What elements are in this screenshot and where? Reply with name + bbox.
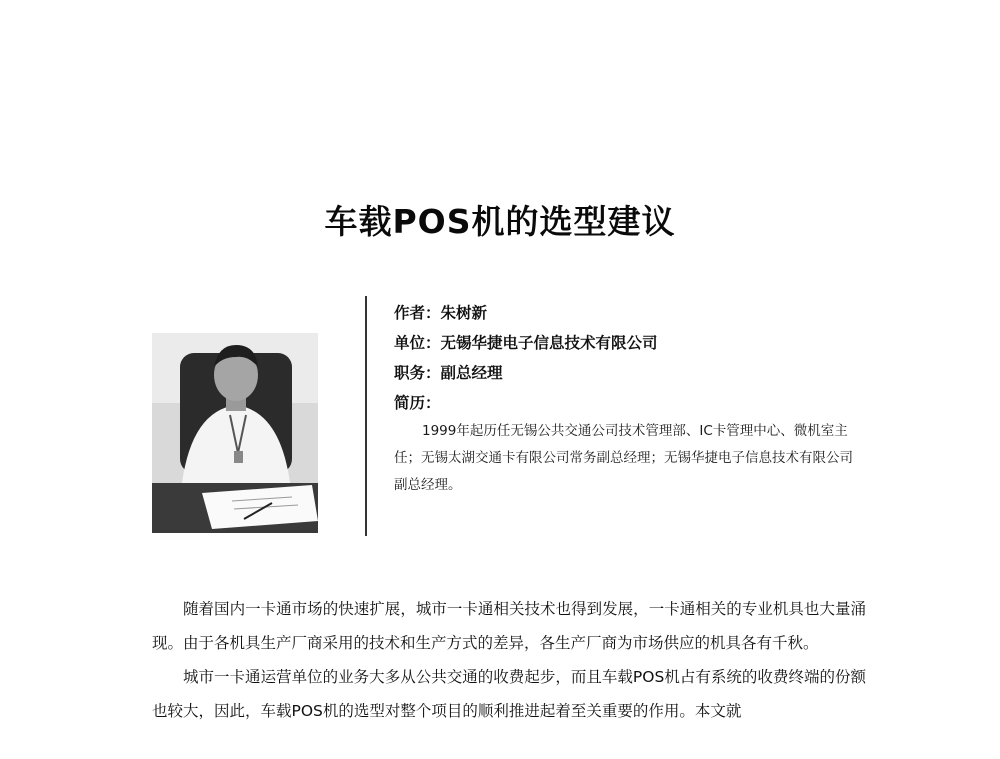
resume-label: 简历：: [394, 394, 441, 412]
author-name: 朱树新: [440, 304, 488, 322]
position-label: 职务：: [394, 364, 441, 382]
unit-label: 单位：: [394, 334, 441, 352]
position-value: 副总经理: [440, 364, 503, 382]
unit-value: 无锡华捷电子信息技术有限公司: [440, 334, 658, 352]
author-info: [394, 298, 874, 499]
article-body: [152, 592, 866, 728]
resume-text: 1999年起历任无锡公共交通公司技术管理部、IC卡管理中心、微机室主任；无锡太湖交通卡有限公司常务副总经理；无锡华捷电子信息技术有限公司副总经理。: [394, 423, 853, 493]
author-line: [394, 298, 874, 328]
body-paragraph-2: 城市一卡通运营单位的业务大多从公共交通的收费起步，而且车载POS机占有系统的收费终端的份额也较大，因此，车载POS机的选型对整个项目的顺利推进起着至关重要的作用。本文就: [152, 668, 866, 720]
author-photo: [152, 333, 318, 533]
position-line: [394, 358, 874, 388]
resume-line: [394, 388, 874, 418]
vertical-divider: [365, 296, 367, 536]
body-paragraph-1: 随着国内一卡通市场的快速扩展，城市一卡通相关技术也得到发展，一卡通相关的专业机具也大量涌现。由于各机具生产厂商采用的技术和生产方式的差异，各生产厂商为市场供应的机具各有千秋。: [152, 600, 866, 652]
unit-line: [394, 328, 874, 358]
article-title: 车载POS机的选型建议: [324, 202, 676, 241]
author-label: 作者：: [394, 304, 441, 322]
